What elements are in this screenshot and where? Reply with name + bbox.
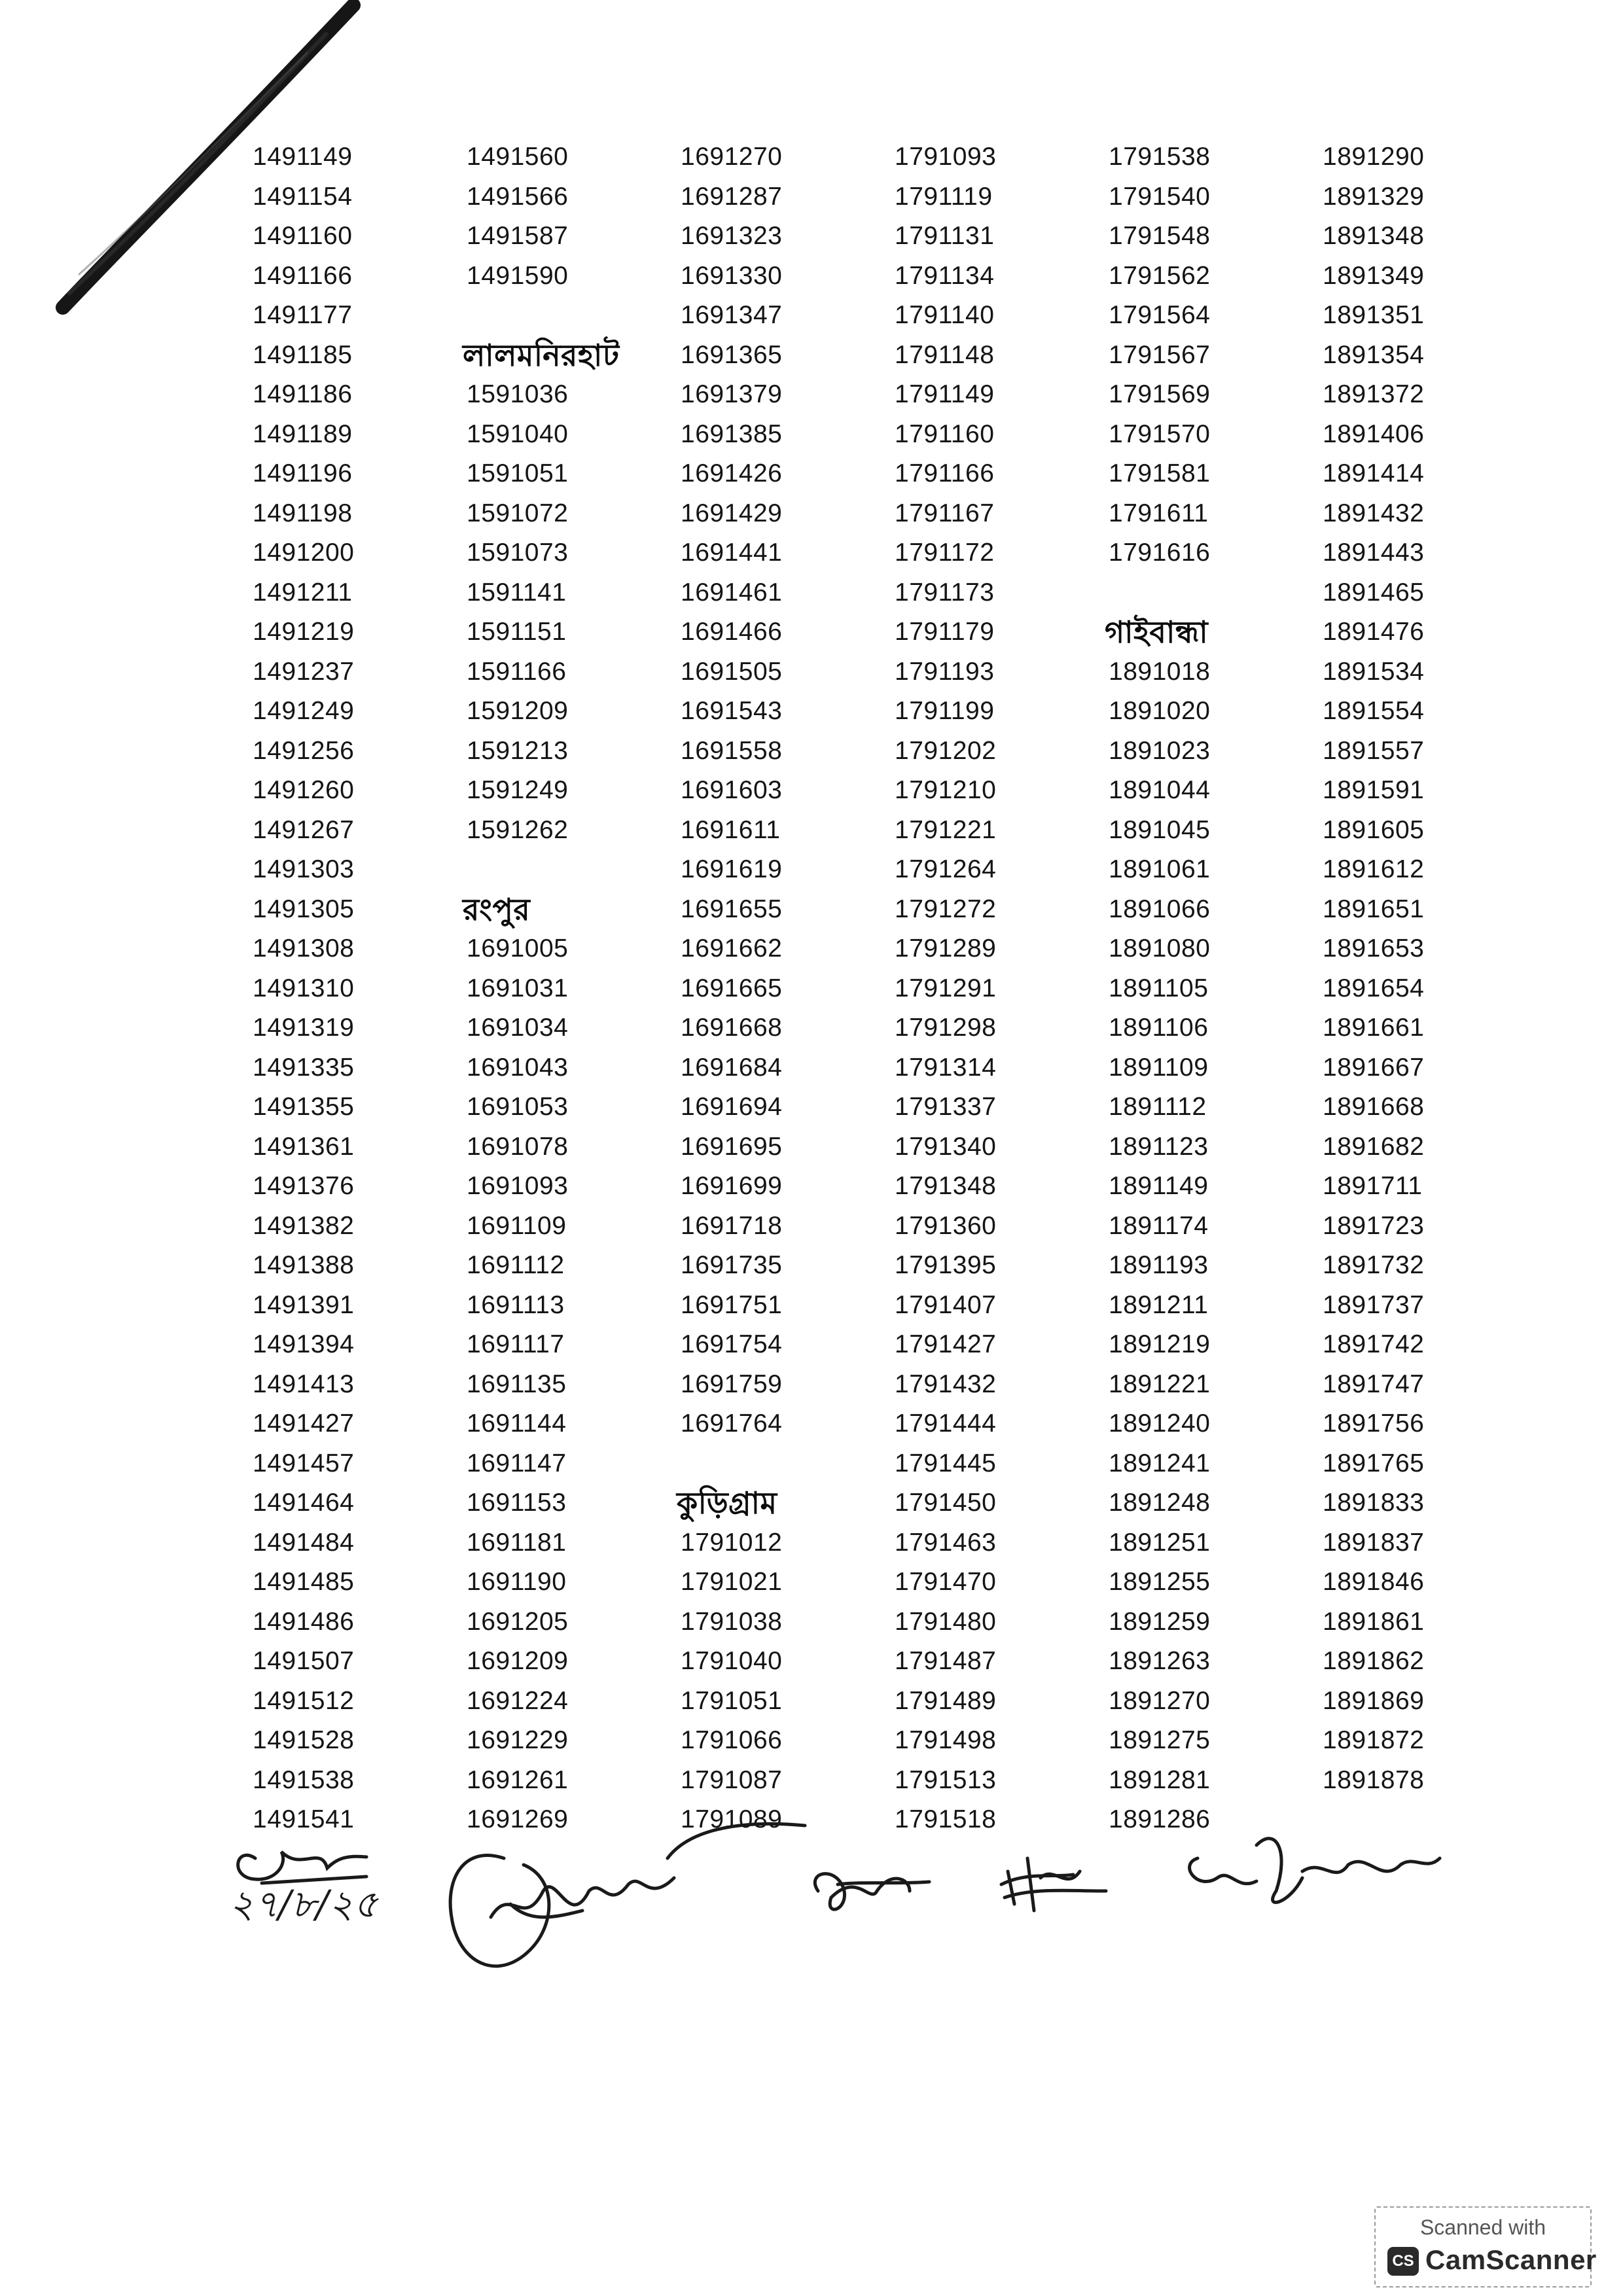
roll-number: 1891465: [1323, 578, 1425, 607]
roll-number: 1791427: [895, 1330, 997, 1358]
roll-number: 1491427: [253, 1409, 355, 1438]
roll-column-2: [456, 137, 667, 1840]
signature-5: [1190, 1839, 1440, 1903]
roll-number: 1791179: [895, 618, 995, 646]
roll-number: 1891667: [1323, 1053, 1425, 1082]
roll-number: 1791131: [895, 222, 995, 250]
roll-number: 1691735: [681, 1251, 783, 1279]
roll-number: 1791221: [895, 815, 997, 844]
roll-number: 1491256: [253, 736, 355, 765]
roll-number: 1691190: [467, 1568, 567, 1596]
roll-number: 1891351: [1323, 301, 1425, 329]
roll-number: 1791611: [1109, 499, 1209, 527]
roll-number: 1591073: [467, 539, 569, 567]
roll-number: 1791148: [895, 340, 995, 369]
roll-number: 1891742: [1323, 1330, 1425, 1358]
roll-number: 1691611: [681, 815, 781, 844]
roll-number: 1691153: [467, 1489, 567, 1517]
roll-number: 1891149: [1109, 1172, 1209, 1200]
roll-number: 1891123: [1109, 1132, 1209, 1161]
roll-number: 1491303: [253, 855, 355, 883]
roll-number: 1491391: [253, 1290, 355, 1319]
roll-number: 1491186: [253, 380, 353, 408]
roll-number: 1691034: [467, 1014, 569, 1042]
signature-date: ২৭/৮/২৫: [229, 1882, 378, 1926]
roll-column-1: [242, 137, 453, 1840]
roll-number: 1691347: [681, 301, 783, 329]
roll-number: 1891612: [1323, 855, 1425, 883]
roll-number: 1891211: [1109, 1290, 1209, 1319]
roll-number: 1891251: [1109, 1528, 1211, 1557]
roll-number: 1691426: [681, 459, 783, 487]
roll-number: 1691695: [681, 1132, 783, 1161]
roll-number: 1691270: [681, 143, 783, 171]
roll-number: 1491149: [253, 143, 353, 171]
roll-number: 1691684: [681, 1053, 783, 1082]
roll-number: 1891737: [1323, 1290, 1425, 1319]
roll-number: 1791487: [895, 1647, 997, 1675]
roll-number: 1491211: [253, 578, 353, 607]
roll-number: 1591262: [467, 815, 569, 844]
blank-row: [1098, 573, 1109, 613]
roll-number: 1491413: [253, 1369, 355, 1398]
roll-number: 1791567: [1109, 340, 1211, 369]
roll-number: 1691031: [467, 974, 569, 1002]
roll-number: 1791407: [895, 1290, 997, 1319]
roll-number: 1891174: [1109, 1211, 1209, 1240]
roll-number: 1491587: [467, 222, 569, 250]
roll-number: 1891476: [1323, 618, 1425, 646]
roll-number: 1591151: [467, 618, 567, 646]
roll-number: 1491219: [253, 618, 355, 646]
roll-number: 1891554: [1323, 697, 1425, 725]
roll-column-3: [670, 137, 881, 1840]
roll-number: 1791562: [1109, 261, 1211, 290]
roll-number: 1791581: [1109, 459, 1211, 487]
roll-number: 1891045: [1109, 815, 1211, 844]
roll-number: 1491260: [253, 776, 355, 804]
roll-number: 1891833: [1323, 1489, 1425, 1517]
roll-number: 1891286: [1109, 1805, 1211, 1833]
roll-number: 1891255: [1109, 1568, 1211, 1596]
roll-number: 1891591: [1323, 776, 1425, 804]
roll-number: 1891018: [1109, 657, 1211, 686]
signature-3: [815, 1874, 929, 1909]
roll-number: 1691603: [681, 776, 783, 804]
roll-number: 1691269: [467, 1805, 569, 1833]
roll-number: 1691005: [467, 934, 569, 963]
roll-number: 1691078: [467, 1132, 569, 1161]
roll-number: 1491484: [253, 1528, 355, 1557]
roll-number: 1591249: [467, 776, 569, 804]
blank-row: [456, 296, 467, 336]
roll-number: 1491464: [253, 1489, 355, 1517]
roll-number: 1891348: [1323, 222, 1425, 250]
signature-2: [450, 1824, 805, 1966]
roll-number: 1891329: [1323, 182, 1425, 211]
roll-number: 1891061: [1109, 855, 1211, 883]
roll-number: 1891349: [1323, 261, 1425, 290]
roll-number: 1891861: [1323, 1607, 1425, 1636]
blank-row: [670, 1444, 681, 1484]
roll-number: 1491305: [253, 894, 355, 923]
roll-number: 1891846: [1323, 1568, 1425, 1596]
roll-number: 1791489: [895, 1686, 997, 1715]
roll-number: 1691619: [681, 855, 783, 883]
roll-number: 1891837: [1323, 1528, 1425, 1557]
roll-number: 1891263: [1109, 1647, 1211, 1675]
roll-number: 1891651: [1323, 894, 1425, 923]
blank-row: [456, 850, 467, 890]
roll-number: 1791298: [895, 1014, 997, 1042]
roll-number: 1891109: [1109, 1053, 1209, 1082]
roll-number: 1591209: [467, 697, 569, 725]
district-heading: গাইবান্ধা: [1105, 615, 1209, 649]
roll-number: 1891534: [1323, 657, 1425, 686]
roll-number: 1591213: [467, 736, 569, 765]
roll-number: 1691718: [681, 1211, 783, 1240]
roll-number: 1891723: [1323, 1211, 1425, 1240]
roll-number: 1791149: [895, 380, 995, 408]
roll-number: 1791160: [895, 419, 995, 448]
roll-number: 1491308: [253, 934, 355, 963]
roll-number: 1691117: [467, 1330, 565, 1358]
roll-number: 1791348: [895, 1172, 997, 1200]
roll-number: 1691558: [681, 736, 783, 765]
district-heading: কুড়িগ্রাম: [677, 1486, 777, 1520]
roll-number: 1491319: [253, 1014, 355, 1042]
roll-number: 1891654: [1323, 974, 1425, 1002]
roll-number: 1891281: [1109, 1765, 1211, 1794]
roll-number: 1791210: [895, 776, 997, 804]
roll-number: 1591141: [467, 578, 567, 607]
roll-number: 1891270: [1109, 1686, 1211, 1715]
roll-number: 1791040: [681, 1647, 783, 1675]
roll-number: 1891112: [1109, 1093, 1207, 1121]
roll-number: 1791066: [681, 1726, 783, 1754]
roll-number: 1891756: [1323, 1409, 1425, 1438]
roll-number: 1791337: [895, 1093, 997, 1121]
roll-number: 1691135: [467, 1369, 567, 1398]
roll-number: 1791140: [895, 301, 995, 329]
roll-column-6: [1312, 137, 1523, 1840]
roll-number: 1891661: [1323, 1014, 1425, 1042]
roll-number: 1891443: [1323, 539, 1425, 567]
roll-number: 1491198: [253, 499, 353, 527]
roll-number: 1891290: [1323, 143, 1425, 171]
roll-number: 1791518: [895, 1805, 997, 1833]
roll-number: 1791272: [895, 894, 997, 923]
roll-number: 1891862: [1323, 1647, 1425, 1675]
roll-number: 1491335: [253, 1053, 355, 1082]
roll-number: 1491189: [253, 419, 353, 448]
roll-number: 1691655: [681, 894, 783, 923]
roll-number: 1891747: [1323, 1369, 1425, 1398]
roll-number: 1691694: [681, 1093, 783, 1121]
signature-4: [1001, 1858, 1106, 1911]
roll-number: 1791564: [1109, 301, 1211, 329]
roll-number: 1791445: [895, 1449, 997, 1477]
roll-number: 1891080: [1109, 934, 1211, 963]
scanned-with-caption: Scanned with: [1419, 2216, 1546, 2239]
roll-number: 1791193: [895, 657, 995, 686]
roll-number: 1791432: [895, 1369, 997, 1398]
roll-number: 1791444: [895, 1409, 997, 1438]
roll-number: 1491388: [253, 1251, 355, 1279]
roll-number: 1791167: [895, 499, 995, 527]
roll-number: 1491196: [253, 459, 353, 487]
roll-number: 1691224: [467, 1686, 569, 1715]
roll-number: 1691379: [681, 380, 783, 408]
roll-number: 1691053: [467, 1093, 569, 1121]
roll-number: 1791089: [681, 1805, 783, 1833]
roll-number: 1591040: [467, 419, 569, 448]
roll-number: 1491185: [253, 340, 353, 369]
roll-number: 1691754: [681, 1330, 783, 1358]
roll-number: 1891241: [1109, 1449, 1211, 1477]
roll-number: 1491566: [467, 182, 569, 211]
roll-number-table: [242, 137, 1459, 1840]
camscanner-name: CamScanner: [1425, 2244, 1597, 2275]
roll-number: 1791021: [681, 1568, 783, 1596]
roll-number: 1491166: [253, 261, 353, 290]
roll-number: 1791291: [895, 974, 997, 1002]
roll-number: 1491512: [253, 1686, 355, 1715]
roll-number: 1691209: [467, 1647, 569, 1675]
roll-number: 1691205: [467, 1607, 569, 1636]
roll-number: 1891872: [1323, 1726, 1425, 1754]
roll-number: 1591051: [467, 459, 569, 487]
roll-number: 1491249: [253, 697, 355, 725]
roll-number: 1891275: [1109, 1726, 1211, 1754]
roll-number: 1891878: [1323, 1765, 1425, 1794]
roll-number: 1491590: [467, 261, 569, 290]
roll-number: 1691323: [681, 222, 783, 250]
roll-number: 1891732: [1323, 1251, 1425, 1279]
roll-number: 1491160: [253, 222, 353, 250]
roll-number: 1791548: [1109, 222, 1211, 250]
roll-number: 1691112: [467, 1251, 565, 1279]
roll-number: 1791314: [895, 1053, 997, 1082]
roll-number: 1891869: [1323, 1686, 1425, 1715]
roll-number: 1791166: [895, 459, 995, 487]
roll-number: 1691261: [467, 1765, 569, 1794]
roll-number: 1891106: [1109, 1014, 1209, 1042]
roll-number: 1791199: [895, 697, 995, 725]
roll-number: 1791498: [895, 1726, 997, 1754]
roll-number: 1491382: [253, 1211, 355, 1240]
roll-number: 1491200: [253, 539, 355, 567]
roll-number: 1791395: [895, 1251, 997, 1279]
roll-number: 1691441: [681, 539, 783, 567]
roll-number: 1791119: [895, 182, 993, 211]
roll-number: 1891765: [1323, 1449, 1425, 1477]
roll-number: 1491485: [253, 1568, 355, 1596]
roll-number: 1891406: [1323, 419, 1425, 448]
roll-number: 1791038: [681, 1607, 783, 1636]
roll-number: 1791202: [895, 736, 997, 765]
roll-number: 1791470: [895, 1568, 997, 1596]
roll-number: 1791616: [1109, 539, 1211, 567]
roll-number: 1791173: [895, 578, 995, 607]
roll-number: 1491361: [253, 1132, 355, 1161]
roll-number: 1791340: [895, 1132, 997, 1161]
roll-number: 1891240: [1109, 1409, 1211, 1438]
roll-number: 1791540: [1109, 182, 1211, 211]
roll-number: 1491267: [253, 815, 355, 844]
roll-number: 1491541: [253, 1805, 355, 1833]
roll-number: 1491560: [467, 143, 569, 171]
roll-number: 1891259: [1109, 1607, 1211, 1636]
camscanner-badge: [1374, 2206, 1597, 2287]
roll-number: 1791051: [681, 1686, 783, 1715]
roll-number: 1691043: [467, 1053, 569, 1082]
roll-number: 1891372: [1323, 380, 1425, 408]
roll-number: 1491376: [253, 1172, 355, 1200]
roll-number: 1491528: [253, 1726, 355, 1754]
district-heading: লালমনিরহাট: [463, 338, 620, 372]
roll-number: 1891653: [1323, 934, 1425, 963]
roll-number: 1791172: [895, 539, 995, 567]
roll-number: 1891219: [1109, 1330, 1211, 1358]
roll-number: 1791360: [895, 1211, 997, 1240]
camscanner-logo-icon: CS: [1387, 2247, 1419, 2276]
roll-number: 1791463: [895, 1528, 997, 1557]
roll-number: 1791093: [895, 143, 997, 171]
roll-number: 1691665: [681, 974, 783, 1002]
roll-number: 1891066: [1109, 894, 1211, 923]
roll-number: 1491507: [253, 1647, 355, 1675]
roll-number: 1691287: [681, 182, 783, 211]
roll-column-5: [1098, 137, 1309, 1840]
roll-number: 1891221: [1109, 1369, 1211, 1398]
roll-number: 1691093: [467, 1172, 569, 1200]
roll-number: 1491538: [253, 1765, 355, 1794]
roll-number: 1791012: [681, 1528, 783, 1557]
roll-number: 1791450: [895, 1489, 997, 1517]
roll-number: 1791570: [1109, 419, 1211, 448]
roll-number: 1691662: [681, 934, 783, 963]
roll-number: 1791087: [681, 1765, 783, 1794]
roll-number: 1791264: [895, 855, 997, 883]
roll-number: 1891105: [1109, 974, 1209, 1002]
roll-number: 1791289: [895, 934, 997, 963]
roll-number: 1691229: [467, 1726, 569, 1754]
signature-1: [229, 1852, 379, 1926]
roll-number: 1691543: [681, 697, 783, 725]
roll-number: 1491486: [253, 1607, 355, 1636]
roll-number: 1491154: [253, 182, 353, 211]
roll-column-4: [884, 137, 1095, 1840]
roll-number: 1691181: [467, 1528, 567, 1557]
roll-number: 1491237: [253, 657, 355, 686]
roll-number: 1691429: [681, 499, 783, 527]
roll-number: 1891020: [1109, 697, 1211, 725]
roll-number: 1691330: [681, 261, 783, 290]
roll-number: 1691113: [467, 1290, 565, 1319]
roll-number: 1491310: [253, 974, 355, 1002]
roll-number: 1791538: [1109, 143, 1211, 171]
roll-number: 1691764: [681, 1409, 783, 1438]
roll-number: 1491394: [253, 1330, 355, 1358]
roll-number: 1891668: [1323, 1093, 1425, 1121]
roll-number: 1691147: [467, 1449, 567, 1477]
roll-number: 1591036: [467, 380, 569, 408]
roll-number: 1491355: [253, 1093, 355, 1121]
signature-row: [216, 1819, 1492, 2035]
roll-number: 1891605: [1323, 815, 1425, 844]
roll-number: 1891414: [1323, 459, 1425, 487]
district-heading: রংপুর: [463, 892, 531, 927]
roll-number: 1691699: [681, 1172, 783, 1200]
roll-number: 1491457: [253, 1449, 355, 1477]
roll-number: 1691385: [681, 419, 783, 448]
roll-number: 1691759: [681, 1369, 783, 1398]
roll-number: 1891044: [1109, 776, 1211, 804]
roll-number: 1891432: [1323, 499, 1425, 527]
roll-number: 1791134: [895, 261, 995, 290]
roll-number: 1691466: [681, 618, 783, 646]
roll-number: 1891557: [1323, 736, 1425, 765]
roll-number: 1691461: [681, 578, 783, 607]
roll-number: 1891711: [1323, 1172, 1423, 1200]
roll-number: 1891682: [1323, 1132, 1425, 1161]
roll-number: 1791569: [1109, 380, 1211, 408]
roll-number: 1891193: [1109, 1251, 1209, 1279]
roll-number: 1691365: [681, 340, 783, 369]
roll-number: 1791513: [895, 1765, 997, 1794]
roll-number: 1691144: [467, 1409, 567, 1438]
roll-number: 1891354: [1323, 340, 1425, 369]
roll-number: 1691505: [681, 657, 783, 686]
roll-number: 1891248: [1109, 1489, 1211, 1517]
roll-number: 1591072: [467, 499, 569, 527]
roll-number: 1691668: [681, 1014, 783, 1042]
roll-number: 1591166: [467, 657, 567, 686]
roll-number: 1491177: [253, 301, 353, 329]
roll-number: 1691751: [681, 1290, 783, 1319]
roll-number: 1891023: [1109, 736, 1211, 765]
roll-number: 1691109: [467, 1211, 567, 1240]
roll-number: 1791480: [895, 1607, 997, 1636]
